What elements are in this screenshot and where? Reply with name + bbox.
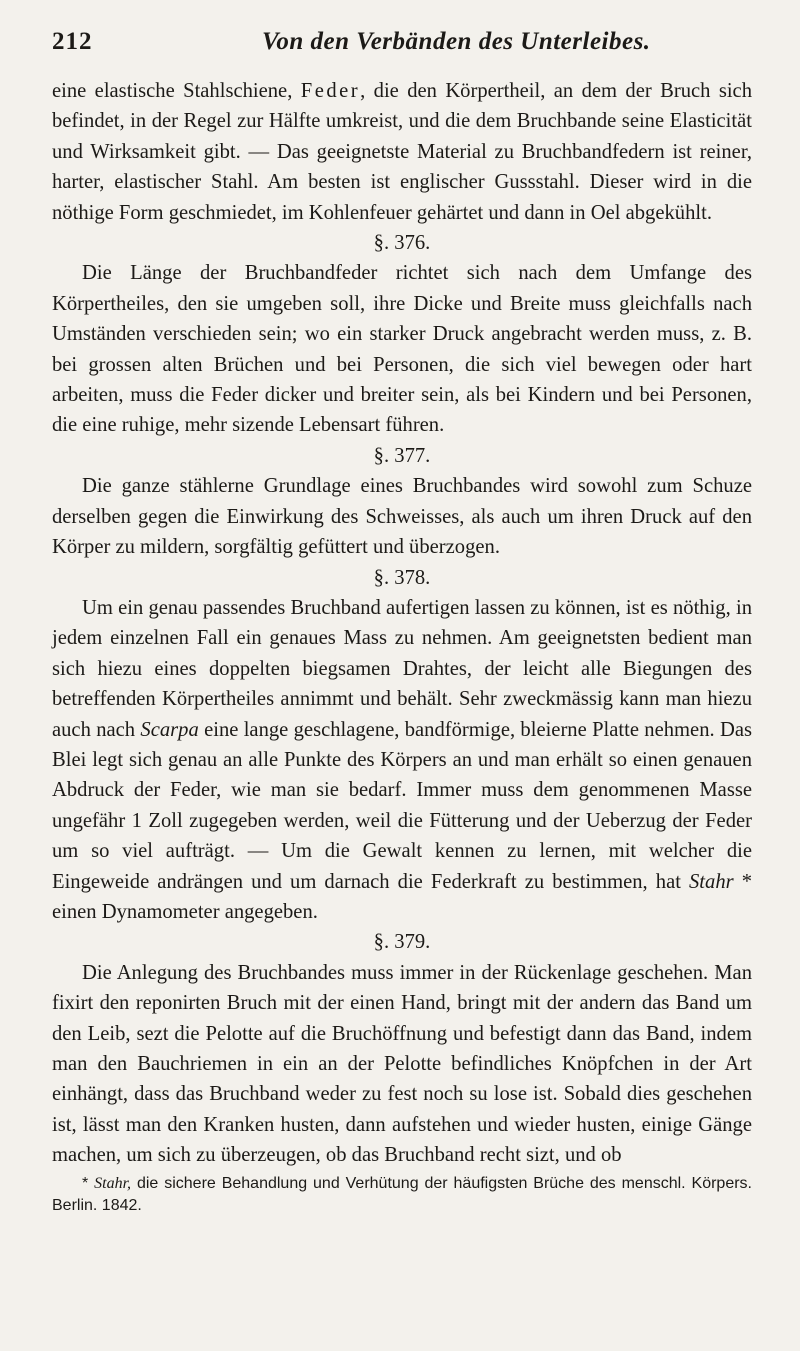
name-scarpa: Scarpa	[140, 718, 199, 741]
page-number: 212	[52, 28, 93, 55]
paragraph-intro-rest: , die den Körpertheil, an dem der Bruch sich befindet, in der Regel zur Hälfte umkreist, und die dem Bruchbande seine Elasticität und Wirksamkeit gibt. — Das geeignetste Material zu Bruchbandfedern ist reiner, harter, elastischer Stahl. Am besten ist englischer Gussstahl. Dieser wird in die nöthige Form geschmiedet, im Kohlenfeuer gehärtet und dann in Oel abgekühlt.	[52, 80, 752, 224]
running-title: Von den Verbänden des Unterleibes.	[262, 28, 651, 55]
paragraph-376: Die Länge der Bruchbandfeder richtet sich nach dem Umfange des Körpertheiles, den sie umgeben soll, ihre Dicke und Breite muss gleichfalls nach Umständen verschieden sein; wo ein starker Druck angebracht werden muss, z. B. bei grossen alten Brüchen und bei Personen, die sich viel bewegen oder hart arbeiten, muss die Feder dicker und breiter sein, als bei Kindern und bei Personen, die eine ruhige, mehr sizende Lebensart führen.	[52, 262, 752, 437]
paragraph-378-part-c: * einen Dynamometer angegeben.	[52, 870, 752, 923]
paragraph-378	[52, 593, 752, 927]
section-heading-379: §. 379.	[373, 931, 431, 954]
footnote-marker: *	[82, 1174, 95, 1192]
section-heading-377: §. 377.	[373, 444, 431, 467]
footnote-text: die sichere Behandlung und Verhütung der häufigsten Brüche des menschl. Körpers. Berlin. 1842.	[52, 1174, 752, 1214]
body-text	[52, 76, 752, 1171]
paragraph-378-part-a: Um ein genau passendes Bruchband aufertigen lassen zu können, ist es nöthig, in jedem einzelnen Fall ein genaues Mass zu nehmen. Am geeignetsten bedient man sich hiezu eines doppelten biegsamen Drahtes, der leicht alle Biegungen des betreffenden Körpertheiles annimmt und behält. Sehr zweckmässig kann man hiezu auch nach	[52, 596, 752, 741]
name-stahr: Stahr	[689, 870, 734, 893]
paragraph-378-part-b: eine lange geschlagene, bandförmige, bleierne Platte nehmen. Das Blei legt sich genau an alle Punkte des Körpers an und man erhält so einen genauen Abdruck der Feder, wie man sie bedarf. Immer muss dem genommenen Masse ungefähr 1 Zoll zugegeben werden, weil die Fütterung und der Ueberzug der Feder um so viel aufträgt. — Um die Gewalt kennen zu lernen, mit welcher die Eingeweide andrängen und um darnach die Federkraft zu bestimmen, hat	[52, 718, 752, 893]
paragraph-intro	[52, 76, 752, 228]
section-heading-378: §. 378.	[373, 566, 431, 589]
paragraph-379: Die Anlegung des Bruchbandes muss immer in der Rückenlage geschehen. Man fixirt den reponirten Bruch mit der einen Hand, bringt mit der andern das Band um den Leib, sezt die Pelotte auf die Bruchöffnung und befestigt dann das Band, indem man den Bauchriemen in ein an der Pelotte befindliches Knöpfchen in der Art einhängt, dass das Bruchband weder zu fest noch su lose ist. Sobald dies geschehen ist, lässt man den Kranken husten, dann aufstehen und wieder husten, einige Gänge machen, um sich zu überzeugen, ob das Bruchband recht sizt, und ob	[52, 961, 752, 1167]
paragraph-intro-text: eine elastische Stahlschiene,	[52, 80, 301, 102]
footnote-author: Stahr,	[94, 1174, 132, 1192]
footnote	[52, 1173, 752, 1217]
page-header	[52, 28, 752, 66]
section-heading-376: §. 376.	[373, 232, 431, 255]
term-feder: Feder	[300, 80, 361, 102]
paragraph-377: Die ganze stählerne Grundlage eines Bruchbandes wird sowohl zum Schuze derselben gegen die Einwirkung des Schweisses, als auch um ihren Druck auf den Körper zu mildern, sorgfältig gefüttert und überzogen.	[52, 475, 752, 559]
